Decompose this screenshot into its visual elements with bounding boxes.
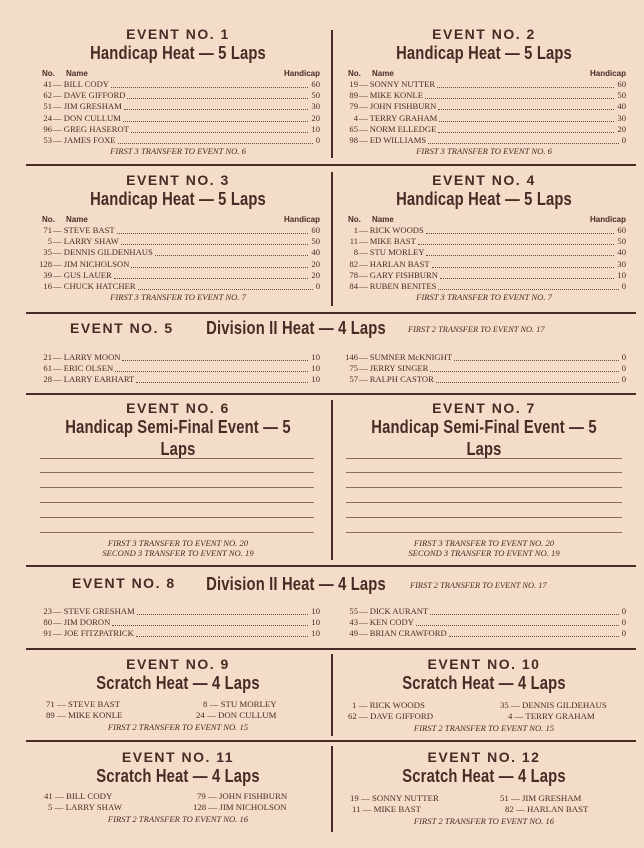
entry-row [30,247,326,258]
divider-h-5 [26,648,636,650]
entry-handicap: 40 [617,247,626,258]
entry-handicap: 0 [621,606,626,616]
blank-entry-line [346,502,622,503]
entry-number: 8 [353,247,358,258]
entry-handicap: 50 [617,90,626,101]
entry-row [30,124,326,135]
leader-dots [121,244,308,245]
event-title: EVENT NO. 12 [427,749,541,765]
header-handicap: Handicap [589,69,626,78]
header-name: Name [66,215,88,224]
entry-handicap: 10 [311,617,320,628]
blank-entry-line [40,487,314,488]
event-subtitle: Handicap Semi-Final Event — 5 Laps [371,417,597,459]
entry-name: — JOHN FISHBURN [359,101,437,112]
entry-name: — JIM NICHOLSON [53,258,130,269]
entry-name: — STEVE GRESHAM [53,606,135,616]
entry-number: 11 [349,236,358,247]
event-subtitle: Division II Heat — 4 Laps [206,574,386,594]
blank-entry-line [346,458,622,459]
header-name: Name [372,69,394,78]
entry-row [30,259,326,270]
entry-handicap: 10 [617,269,626,280]
entry-handicap: 0 [621,617,626,628]
entries-header [30,215,326,225]
entry-a2: 62 — DAVE GIFFORD [348,711,434,721]
entry-row [30,617,326,628]
header-handicap: Handicap [589,215,626,224]
entry-handicap: 20 [311,258,320,269]
entry-list-left [30,606,326,640]
event-title: EVENT NO. 11 [121,749,235,765]
entry-list-left [30,352,326,386]
entry-name: — STEVE BAST [53,225,115,235]
leader-dots [136,382,308,383]
entry-a1: 41 — BILL CODY [44,791,113,801]
header-name: Name [66,69,88,78]
entries-header [336,215,632,225]
entry-handicap: 0 [621,280,626,291]
leader-dots [114,278,308,279]
entry-row [336,270,632,281]
entry-name: — RICK WOODS [359,225,424,235]
entry-list [30,79,326,146]
event-subtitle: Scratch Heat — 4 Laps [96,673,260,693]
transfer-note: FIRST 2 TRANSFER TO EVENT NO. 16 [107,814,249,824]
blank-entry-line [346,532,622,533]
event-title: EVENT NO. 9 [126,656,230,672]
entry-row [336,79,632,90]
entry-handicap: 60 [311,79,320,89]
divider-h-1 [26,164,636,166]
leader-dots [430,371,619,372]
entry-name: — JIM GRESHAM [53,101,122,112]
entry-number: 78 [349,269,358,280]
entry-handicap: 60 [311,225,320,235]
leader-dots [117,233,308,234]
entry-row [30,374,326,385]
entry-number: 71 [43,225,52,235]
entry-row [30,236,326,247]
leader-dots [426,233,614,234]
entry-handicap: 0 [315,134,320,145]
leader-dots [137,614,308,615]
entry-handicap: 0 [315,280,320,291]
leader-dots [136,636,308,637]
entry-row [336,247,632,258]
entry-row [336,281,632,292]
blank-entry-line [40,517,314,518]
event-subtitle: Scratch Heat — 4 Laps [96,766,260,786]
entry-number: 128 [39,258,52,269]
entry-row [336,259,632,270]
entry-row [30,270,326,281]
header-handicap: Handicap [283,69,320,78]
entry-number: 62 [43,90,52,101]
entry-handicap: 0 [621,628,626,639]
divider-v-4 [331,654,333,736]
leader-dots [437,87,614,88]
entry-number: 89 [349,90,358,101]
event-title: EVENT NO. 4 [432,172,536,188]
entry-number: 43 [349,617,358,628]
transfer-note: FIRST 2 TRANSFER TO EVENT NO. 17 [410,581,547,590]
entry-row [336,236,632,247]
entry-row [336,225,632,236]
leader-dots [438,289,619,290]
entry-name: — HARLAN BAST [359,258,430,269]
event-2 [336,26,632,157]
entry-number: 55 [349,606,358,616]
event-title: EVENT NO. 7 [432,400,536,416]
header-no: No. [42,215,55,224]
event-title: EVENT NO. 2 [432,26,536,42]
entry-number: 51 [43,101,52,112]
entry-number: 16 [43,280,52,291]
entries-header [30,69,326,79]
entry-row [30,113,326,124]
entry-row [336,124,632,135]
transfer-note: FIRST 2 TRANSFER TO EVENT NO. 15 [413,723,555,733]
entry-number: 19 [349,79,358,89]
entry-handicap: 60 [617,225,626,235]
entry-handicap: 30 [311,101,320,112]
entry-handicap: 30 [617,258,626,269]
entry-list-right [336,606,632,640]
transfer-note: FIRST 2 TRANSFER TO EVENT NO. 17 [408,325,545,334]
entry-row [30,101,326,112]
leader-dots [439,121,614,122]
entry-handicap: 0 [621,363,626,374]
header-no: No. [348,69,361,78]
leader-dots [438,109,614,110]
entry-number: 28 [43,374,52,385]
leader-dots [118,143,313,144]
entry-number: 146 [345,352,358,362]
entry-handicap: 10 [311,628,320,639]
entry-name: — LARRY MOON [53,352,121,362]
entry-number: 49 [349,628,358,639]
entry-number: 5 [47,236,52,247]
leader-dots [454,360,619,361]
event-3 [30,172,326,303]
entry-name: — KEN CODY [359,617,414,628]
entry-number: 4 [353,112,358,123]
transfer-note: FIRST 2 TRANSFER TO EVENT NO. 15 [107,722,249,732]
leader-dots [449,636,619,637]
transfer-note-2: SECOND 3 TRANSFER TO EVENT NO. 19 [408,548,560,558]
entry-name: — SUMNER McKNIGHT [359,352,453,362]
entry-number: 75 [349,363,358,374]
entry-number: 80 [43,617,52,628]
entry-b1: 51 — JIM GRESHAM [500,793,582,803]
leader-dots [131,132,308,133]
entry-name: — NORM ELLEDGE [359,123,437,134]
entry-a2: 89 — MIKE KONLE [46,710,123,720]
divider-h-6 [26,740,636,742]
event-11 [30,749,326,787]
divider-h-3 [26,393,636,395]
entry-name: — DON CULLUM [53,112,121,123]
transfer-note: FIRST 3 TRANSFER TO EVENT NO. 6 [110,146,246,157]
event-subtitle: Handicap Semi-Final Event — 5 Laps [65,417,291,459]
entry-number: 41 [43,79,52,89]
entry-number: 1 [353,225,358,235]
entry-a1: 19 — SONNY NUTTER [350,793,439,803]
entry-row [30,90,326,101]
entry-b1: 8 — STU MORLEY [203,699,277,709]
event-title: EVENT NO. 6 [126,400,230,416]
event-subtitle: Division II Heat — 4 Laps [206,318,386,338]
entry-name: — SONNY NUTTER [359,79,436,89]
entry-row [30,628,326,639]
event-subtitle: Handicap Heat — 5 Laps [90,43,266,63]
entry-name: — JIM DORON [53,617,111,628]
entries-header [336,69,632,79]
entry-row [30,225,326,236]
entry-b2: 128 — JIM NICHOLSON [193,802,287,812]
entry-row [30,281,326,292]
entry-name: — LARRY SHAW [53,236,119,247]
entry-handicap: 50 [311,90,320,101]
leader-dots [430,614,619,615]
entry-row [336,374,632,385]
entry-handicap: 30 [617,112,626,123]
entry-a1: 1 — RICK WOODS [352,700,425,710]
entry-handicap: 20 [311,269,320,280]
entry-handicap: 10 [311,123,320,134]
entry-name: — BILL CODY [53,79,110,89]
entry-row [30,135,326,146]
leader-dots [111,87,308,88]
event-title: EVENT NO. 5 [70,320,174,336]
entry-handicap: 10 [311,374,320,385]
entry-row [336,135,632,146]
entry-b2: 4 — TERRY GRAHAM [508,711,595,721]
leader-dots [436,382,619,383]
entry-name: — BRIAN CRAWFORD [359,628,447,639]
leader-dots [155,255,308,256]
event-title: EVENT NO. 1 [126,26,230,42]
leader-dots [112,625,308,626]
blank-entry-line [40,458,314,459]
blank-entry-line [40,502,314,503]
entry-handicap: 20 [311,112,320,123]
entry-a2: 5 — LARRY SHAW [48,802,122,812]
leader-dots [432,267,614,268]
entry-name: — DENNIS GILDENHAUS [53,247,153,258]
entry-row [336,101,632,112]
event-title: EVENT NO. 10 [427,656,541,672]
entry-handicap: 10 [311,352,320,362]
entry-number: 35 [43,247,52,258]
blank-entry-line [40,472,314,473]
header-no: No. [42,69,55,78]
entry-number: 61 [43,363,52,374]
entry-name: — JOE FITZPATRICK [53,628,134,639]
divider-v-2 [331,172,333,306]
leader-dots [438,132,614,133]
entry-list [336,225,632,292]
transfer-note: FIRST 3 TRANSFER TO EVENT NO. 7 [416,292,552,303]
entry-name: — TERRY GRAHAM [359,112,438,123]
transfer-note: FIRST 2 TRANSFER TO EVENT NO. 16 [413,816,555,826]
entry-handicap: 50 [311,236,320,247]
entry-row [30,606,326,617]
header-handicap: Handicap [283,215,320,224]
event-subtitle: Scratch Heat — 4 Laps [402,673,566,693]
entry-number: 24 [43,112,52,123]
entry-handicap: 50 [617,236,626,247]
blank-entry-line [346,487,622,488]
entry-b1: 35 — DENNIS GILDEHAUS [500,700,607,710]
event-subtitle: Scratch Heat — 4 Laps [402,766,566,786]
leader-dots [416,625,619,626]
entry-handicap: 10 [311,363,320,374]
entry-handicap: 40 [617,101,626,112]
blank-entry-line [346,517,622,518]
entry-list [336,79,632,146]
entry-handicap: 0 [621,134,626,145]
divider-h-4 [26,565,636,567]
entry-number: 53 [43,134,52,145]
divider-v-5 [331,746,333,832]
entry-b2: 24 — DON CULLUM [196,710,277,720]
entry-number: 79 [349,101,358,112]
divider-v-3 [331,400,333,560]
event-title: EVENT NO. 8 [72,575,176,591]
entry-name: — JERRY SINGER [359,363,429,374]
entry-list [30,225,326,292]
entry-a2: 11 — MIKE BAST [352,804,421,814]
header-no: No. [348,215,361,224]
transfer-note: FIRST 3 TRANSFER TO EVENT NO. 7 [110,292,246,303]
leader-dots [428,143,619,144]
entry-name: — DICK AURANT [359,606,429,616]
event-9 [30,656,326,694]
entry-handicap: 60 [617,79,626,89]
transfer-note-1: FIRST 3 TRANSFER TO EVENT NO. 20 [107,538,249,548]
leader-dots [440,278,614,279]
entry-name: — ERIC OLSEN [53,363,114,374]
entry-row [336,363,632,374]
leader-dots [127,98,308,99]
event-title: EVENT NO. 3 [126,172,230,188]
divider-v-1 [331,30,333,158]
leader-dots [131,267,308,268]
entry-handicap: 20 [617,123,626,134]
blank-entry-line [346,472,622,473]
event-1 [30,26,326,157]
leader-dots [115,371,308,372]
entry-name: — RUBEN BENITES [359,280,437,291]
entry-row [336,90,632,101]
entry-row [336,617,632,628]
entry-handicap: 40 [311,247,320,258]
entry-name: — JAMES FOXE [53,134,116,145]
leader-dots [138,289,313,290]
entry-list-right [336,352,632,386]
entry-name: — ED WILLIAMS [359,134,427,145]
leader-dots [123,121,308,122]
transfer-note-1: FIRST 3 TRANSFER TO EVENT NO. 20 [413,538,555,548]
leader-dots [426,255,614,256]
entry-row [336,606,632,617]
entry-name: — GARY FISHBURN [359,269,438,280]
entry-name: — CHUCK HATCHER [53,280,136,291]
entry-handicap: 0 [621,352,626,362]
transfer-note: FIRST 3 TRANSFER TO EVENT NO. 6 [416,146,552,157]
entry-row [30,363,326,374]
entry-number: 84 [349,280,358,291]
leader-dots [418,244,614,245]
entry-row [336,352,632,363]
entry-number: 82 [349,258,358,269]
leader-dots [425,98,614,99]
entry-row [30,79,326,90]
event-subtitle: Handicap Heat — 5 Laps [396,189,572,209]
entry-number: 96 [43,123,52,134]
entry-number: 23 [43,606,52,616]
entry-number: 39 [43,269,52,280]
entry-name: — GUS LAUER [53,269,112,280]
entry-b1: 79 — JOHN FISHBURN [197,791,288,801]
event-10 [336,656,632,694]
event-12 [336,749,632,787]
entry-row [336,113,632,124]
entry-name: — MIKE BAST [359,236,416,247]
entry-handicap: 10 [311,606,320,616]
event-6 [30,400,326,460]
entry-row [336,628,632,639]
event-subtitle: Handicap Heat — 5 Laps [90,189,266,209]
leader-dots [124,109,308,110]
transfer-note-2: SECOND 3 TRANSFER TO EVENT NO. 19 [102,548,254,558]
blank-entry-line [40,532,314,533]
entry-name: — MIKE KONLE [359,90,423,101]
leader-dots [122,360,308,361]
event-4 [336,172,632,303]
divider-h-2 [26,312,636,314]
entry-name: — STU MORLEY [359,247,425,258]
entry-name: — LARRY EARHART [53,374,135,385]
entry-number: 57 [349,374,358,385]
entry-number: 21 [43,352,52,362]
entry-b2: 82 — HARLAN BAST [505,804,589,814]
entry-row [30,352,326,363]
entry-number: 98 [349,134,358,145]
entry-name: — DAVE GIFFORD [53,90,126,101]
entry-a1: 71 — STEVE BAST [46,699,121,709]
entry-number: 91 [43,628,52,639]
event-subtitle: Handicap Heat — 5 Laps [396,43,572,63]
event-7 [336,400,632,460]
entry-handicap: 0 [621,374,626,385]
entry-name: — GREG HASEROT [53,123,129,134]
entry-name: — RALPH CASTOR [359,374,434,385]
entry-number: 65 [349,123,358,134]
header-name: Name [372,215,394,224]
